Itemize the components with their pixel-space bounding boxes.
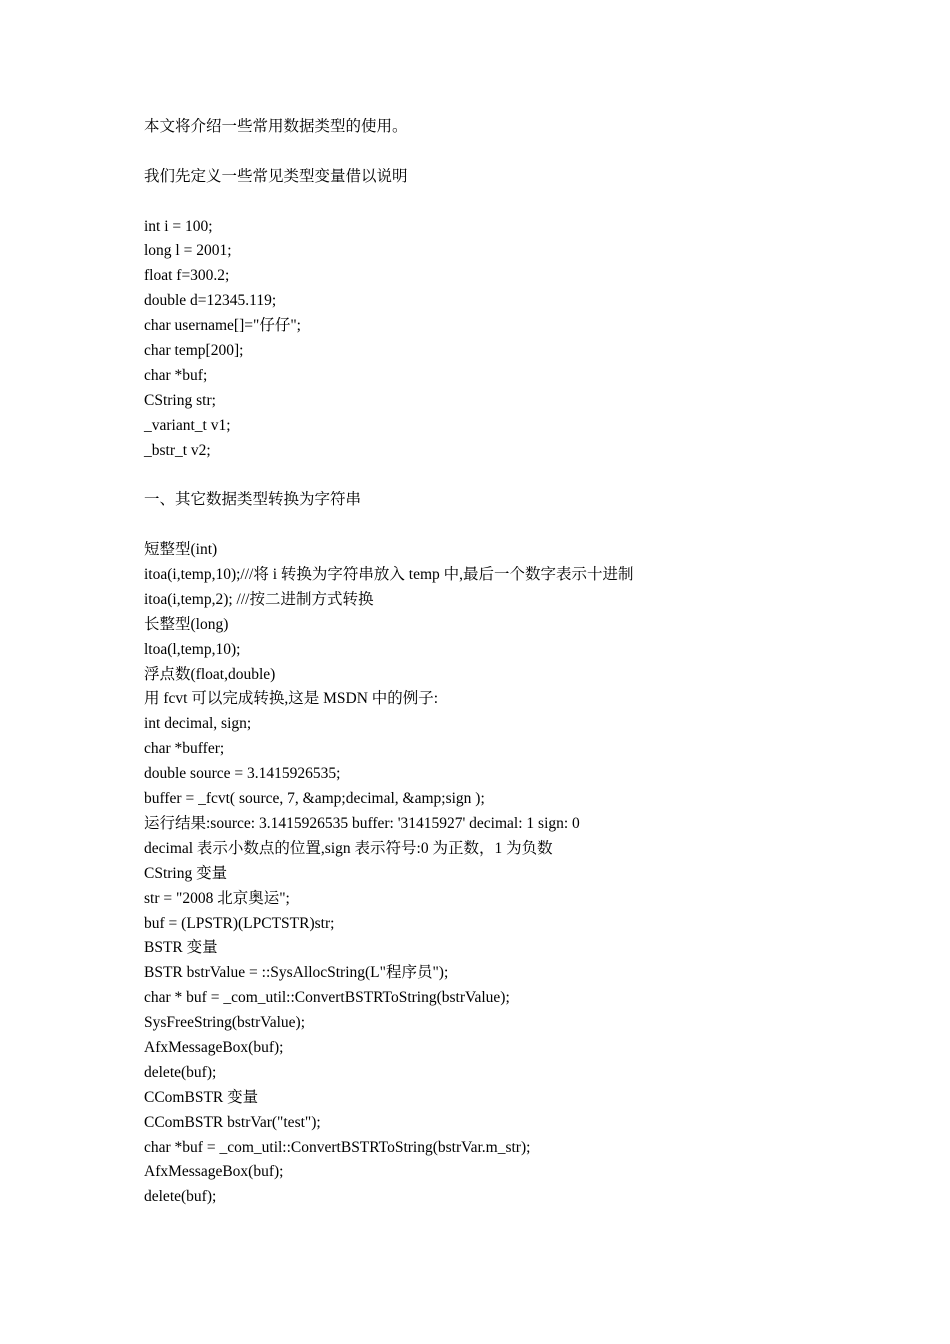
- code-line: char temp[200];: [144, 342, 244, 360]
- subheading-long: 长整型(long): [144, 615, 229, 633]
- code-line: char username[]="仔仔";: [144, 317, 301, 335]
- code-line: _bstr_t v2;: [144, 441, 211, 459]
- subheading-int: 短整型(int): [144, 541, 218, 559]
- text-line: 运行结果:source: 3.1415926535 buffer: '31415927' decimal: 1 sign: 0: [144, 814, 580, 832]
- code-line: char *buf = _com_util::ConvertBSTRToString(bstrVar.m_str);: [144, 1138, 531, 1156]
- code-line: _variant_t v1;: [144, 416, 231, 434]
- declarations-block: [144, 215, 904, 464]
- code-line: char *buffer;: [144, 740, 225, 758]
- code-line: buf = (LPSTR)(LPCTSTR)str;: [144, 914, 335, 932]
- code-line: ltoa(l,temp,10);: [144, 640, 241, 658]
- subheading-bstr: BSTR 变量: [144, 939, 218, 957]
- section-one-block: [144, 538, 904, 1210]
- code-line: int decimal, sign;: [144, 715, 252, 733]
- document-body: [144, 115, 904, 1210]
- spacer: [144, 463, 904, 488]
- code-line: AfxMessageBox(buf);: [144, 1163, 284, 1181]
- code-line: itoa(i,temp,10);///将 i 转换为字符串放入 temp 中,最后一个数字表示十进制: [144, 566, 634, 584]
- code-line: char *buf;: [144, 366, 208, 384]
- section-heading: 一、其它数据类型转换为字符串: [144, 491, 362, 509]
- code-line: BSTR bstrValue = ::SysAllocString(L"程序员");: [144, 964, 449, 982]
- spacer: [144, 140, 904, 165]
- code-line: CString str;: [144, 391, 216, 409]
- code-line: AfxMessageBox(buf);: [144, 1038, 284, 1056]
- subheading-cstring: CString 变量: [144, 864, 228, 882]
- intro-paragraph: 本文将介绍一些常用数据类型的使用。: [144, 118, 408, 135]
- code-line: CComBSTR bstrVar("test");: [144, 1113, 321, 1131]
- code-line: float f=300.2;: [144, 267, 230, 285]
- code-line: long l = 2001;: [144, 242, 232, 260]
- code-line: itoa(i,temp,2); ///按二进制方式转换: [144, 590, 374, 608]
- code-line: char * buf = _com_util::ConvertBSTRToString(bstrValue);: [144, 989, 510, 1007]
- define-intro-paragraph: 我们先定义一些常见类型变量借以说明: [144, 167, 408, 185]
- code-line: SysFreeString(bstrValue);: [144, 1014, 306, 1032]
- spacer: [144, 513, 904, 538]
- code-line: str = "2008 北京奥运";: [144, 889, 290, 907]
- spacer: [144, 190, 904, 215]
- code-line: int i = 100;: [144, 217, 213, 235]
- text-line: decimal 表示小数点的位置,sign 表示符号:0 为正数，1 为负数: [144, 839, 553, 857]
- text-line: 用 fcvt 可以完成转换,这是 MSDN 中的例子:: [144, 690, 439, 708]
- subheading-float: 浮点数(float,double): [144, 665, 276, 683]
- code-line: buffer = _fcvt( source, 7, &amp;decimal, &amp;sign );: [144, 790, 485, 808]
- subheading-ccombstr: CComBSTR 变量: [144, 1088, 259, 1106]
- code-line: delete(buf);: [144, 1063, 217, 1081]
- code-line: delete(buf);: [144, 1188, 217, 1206]
- code-line: double d=12345.119;: [144, 292, 277, 310]
- code-line: double source = 3.1415926535;: [144, 765, 341, 783]
